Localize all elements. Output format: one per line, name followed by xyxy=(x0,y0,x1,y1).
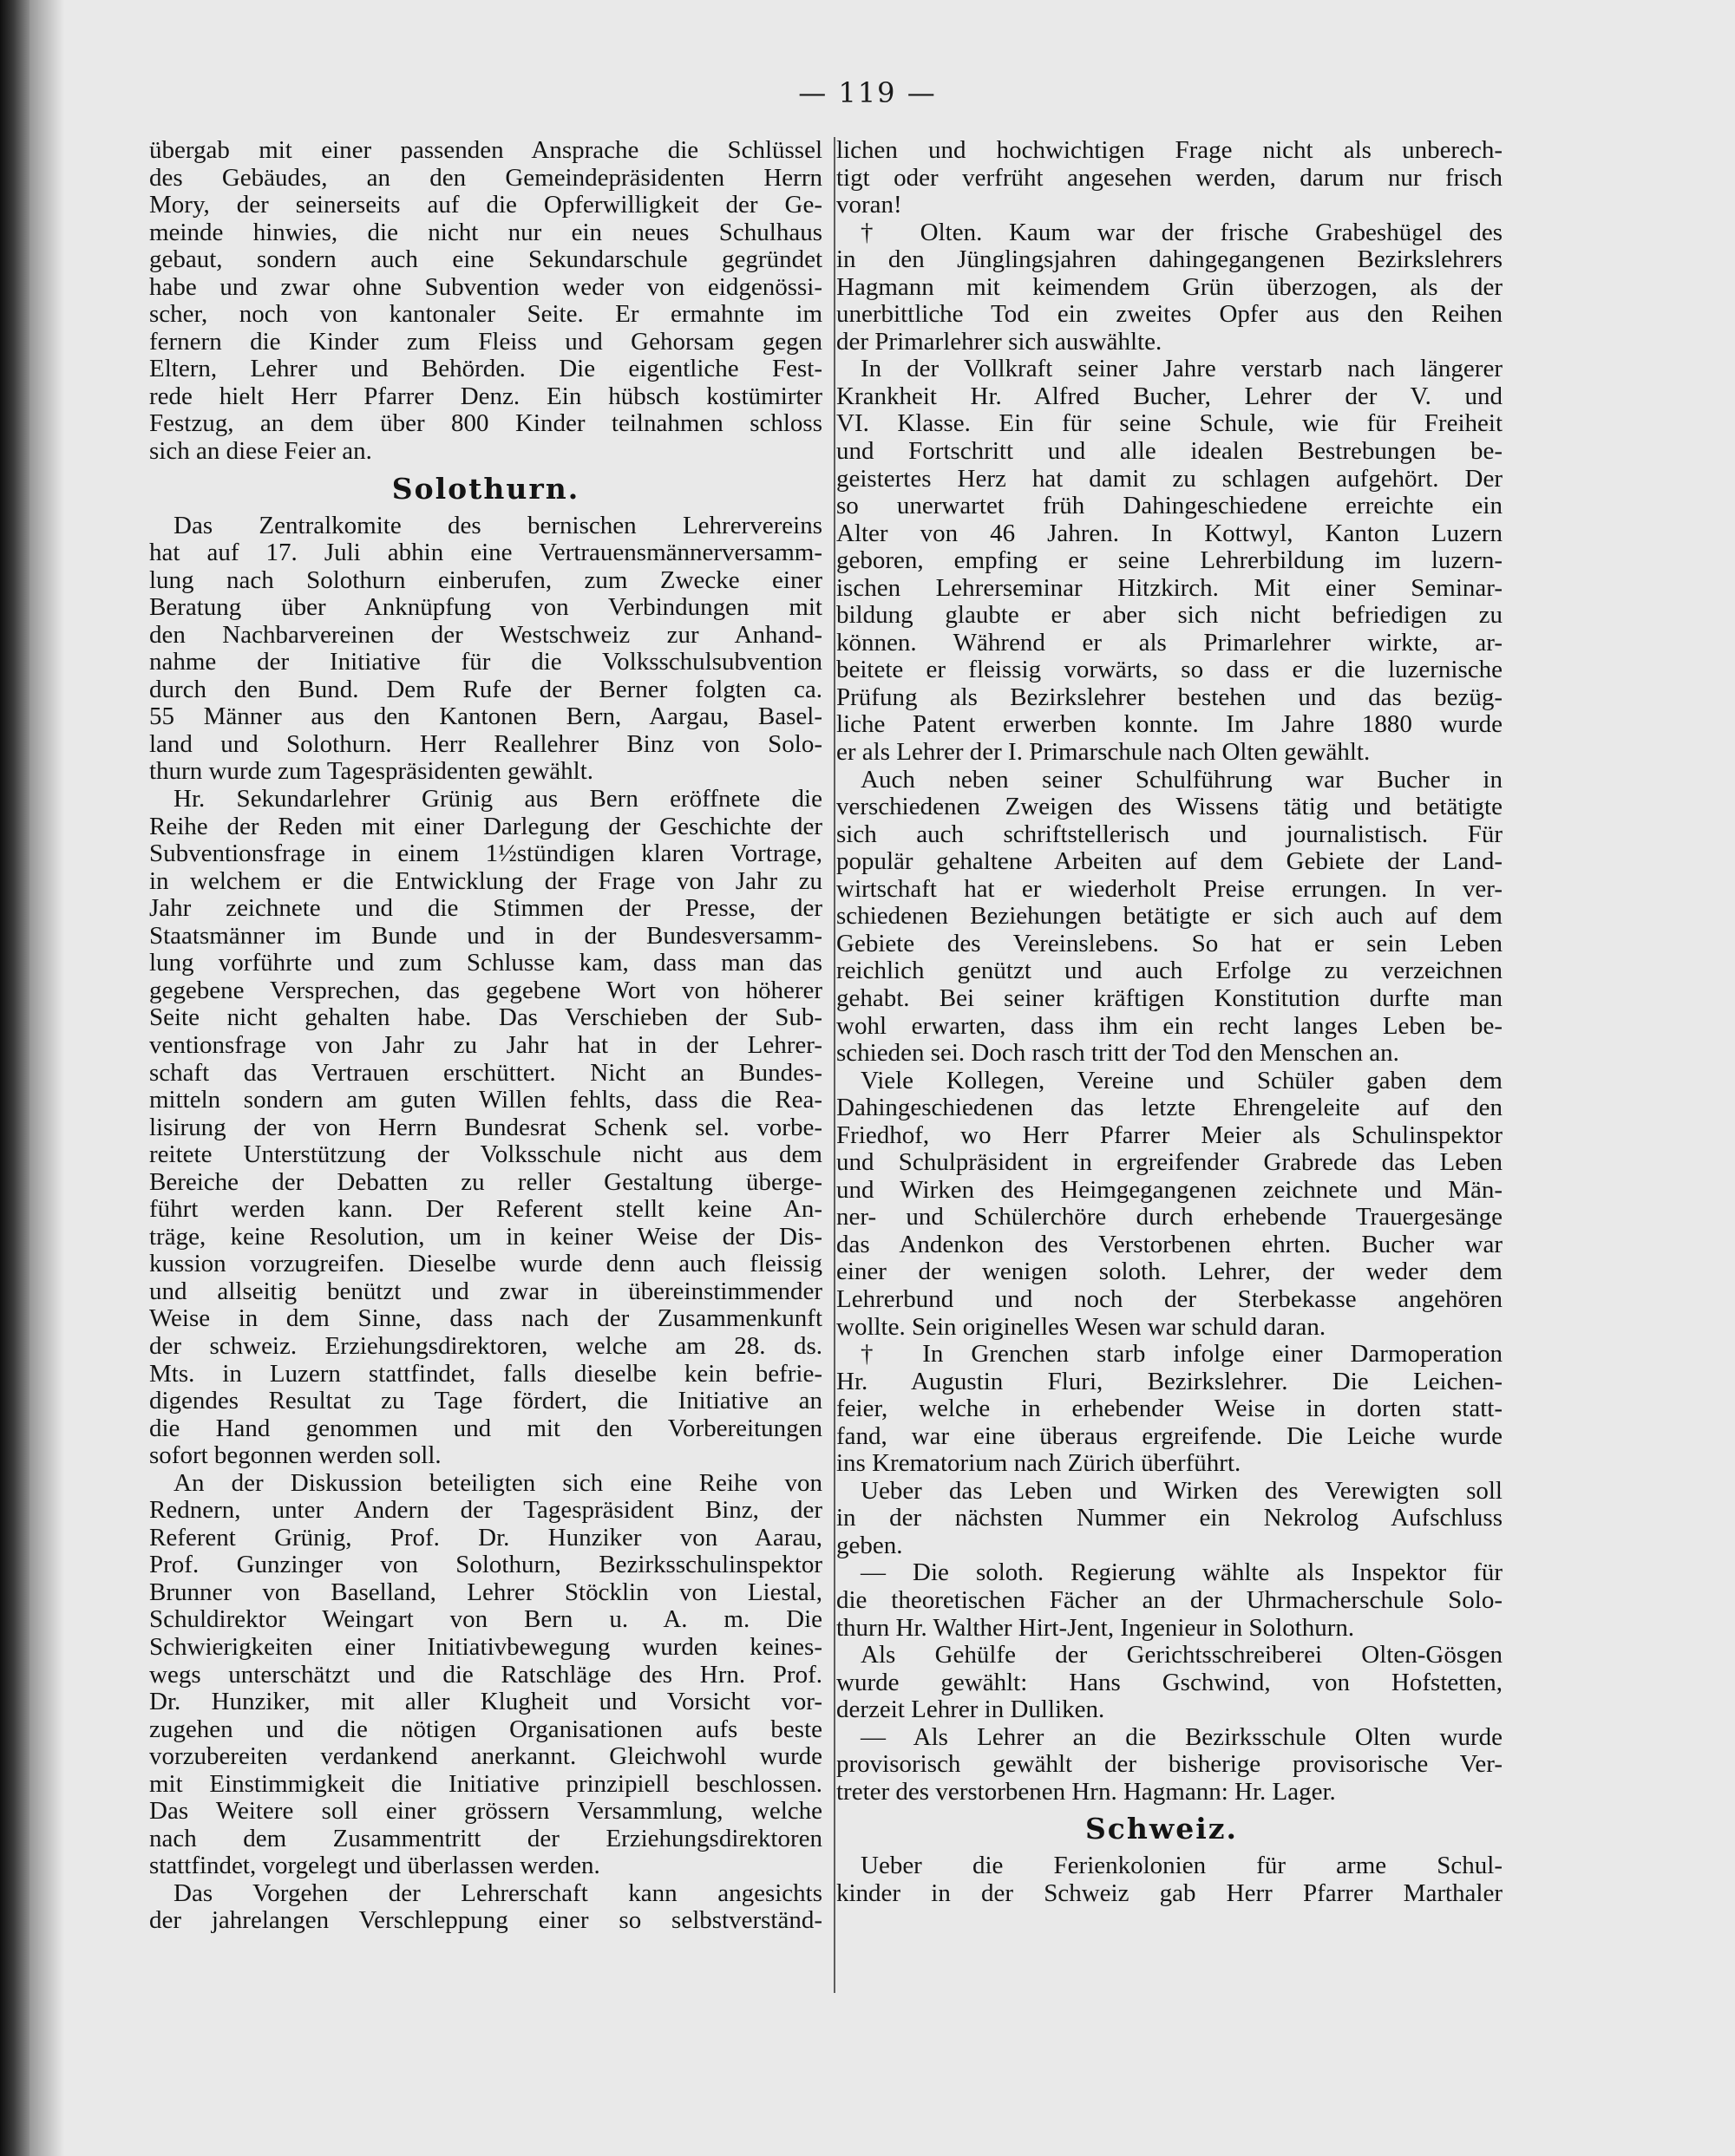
text-line: provisorisch gewählt der bisherige provisorische Ver- xyxy=(836,1750,1503,1779)
right-text-column xyxy=(821,137,1503,1907)
text-line: feier, welche in erhebender Weise in dorten statt- xyxy=(836,1395,1503,1423)
text-line: digendes Resultat zu Tage fördert, die Initiative an xyxy=(149,1387,822,1415)
text-line: der Primarlehrer sich auswählte. xyxy=(836,327,1162,356)
text-line: Als Gehülfe der Gerichtsschreiberei Olten-Gösgen xyxy=(861,1641,1503,1669)
text-line: gehabt. Bei seiner kräftigen Konstitution durfte man xyxy=(836,983,1503,1012)
text-line: Auch neben seiner Schulführung war Bucher in xyxy=(861,765,1503,794)
text-line: thurn Hr. Walther Hirt-Jent, Ingenieur in Solothurn. xyxy=(836,1613,1355,1642)
text-line: träge, keine Resolution, um in keiner Weise der Dis- xyxy=(149,1222,822,1251)
text-line: wohl erwarten, dass ihm ein recht langes Leben be- xyxy=(836,1011,1503,1040)
text-line: den Nachbarvereinen der Westschweiz zur Anhand- xyxy=(149,620,822,649)
text-line: sich auch schriftstellerisch und journalistisch. Für xyxy=(836,820,1503,848)
page-number: — 119 — xyxy=(798,76,937,109)
text-line: geben. xyxy=(836,1531,903,1559)
text-line: habe und zwar ohne Subvention weder von eidgenössi- xyxy=(149,272,822,301)
text-line: reichlich genützt und auch Erfolge zu verzeichnen xyxy=(836,957,1503,985)
text-line: Lehrerbund und noch der Sterbekasse angehören xyxy=(836,1284,1503,1313)
text-line: reitete Unterstützung der Volksschule nicht aus dem xyxy=(149,1140,822,1169)
text-line: verschiedenen Zweigen des Wissens tätig und betätigte xyxy=(836,793,1503,821)
text-line: vorzubereiten verdankend anerkannt. Gleichwohl wurde xyxy=(149,1742,822,1771)
text-line: übergab mit einer passenden Ansprache die Schlüssel xyxy=(149,136,822,164)
text-line: in welchem er die Entwicklung der Frage von Jahr zu xyxy=(149,866,822,895)
text-line: Das Zentralkomite des bernischen Lehrervereins xyxy=(174,511,822,539)
text-line: Seite nicht gehalten habe. Das Verschieben der Sub- xyxy=(149,1003,822,1032)
text-line: in den Jünglingsjahren dahingegangenen Bezirkslehrers xyxy=(836,245,1503,274)
text-line: derzeit Lehrer in Dulliken. xyxy=(836,1695,1105,1724)
text-line: gegebene Versprechen, das gegebene Wort von höherer xyxy=(149,976,822,1004)
text-line: und Fortschritt und alle idealen Bestrebungen be- xyxy=(836,437,1503,466)
text-line: Eltern, Lehrer und Behörden. Die eigentliche Fest- xyxy=(149,355,822,383)
text-line: nahme der Initiative für die Volksschulsubvention xyxy=(149,648,822,676)
text-line: in der nächsten Nummer ein Nekrolog Aufschluss xyxy=(836,1504,1503,1532)
book-binding-edge xyxy=(0,0,29,2156)
text-line: Friedhof, wo Herr Pfarrer Meier als Schulinspektor xyxy=(836,1120,1503,1149)
text-line: hat auf 17. Juli abhin eine Vertrauensmännerversamm- xyxy=(149,539,822,567)
text-line: des Gebäudes, an den Gemeindepräsidenten Herrn xyxy=(149,163,822,192)
text-line: † Olten. Kaum war der frische Grabeshügel des xyxy=(861,218,1503,246)
text-line: und Schulpräsident in ergreifender Grabrede das Leben xyxy=(836,1148,1503,1177)
text-line: so unerwartet früh Dahingeschiedene erreichte ein xyxy=(836,492,1503,520)
text-line: schieden sei. Doch rasch tritt der Tod den Menschen an. xyxy=(836,1039,1399,1068)
section-heading: Schweiz. xyxy=(1084,1812,1239,1846)
text-line: und allseitig benützt und zwar in übereinstimmender xyxy=(149,1277,822,1305)
text-line: mit Einstimmigkeit die Initiative prinzipiell beschlossen. xyxy=(149,1769,822,1798)
text-line: und Wirken des Heimgegangenen zeichnete und Män- xyxy=(836,1175,1503,1204)
text-line: lichen und hochwichtigen Frage nicht als unberech- xyxy=(836,136,1503,164)
text-line: die Hand genommen und mit den Vorbereitungen xyxy=(149,1414,822,1442)
text-line: fand, war eine überaus ergreifende. Die Leiche wurde xyxy=(836,1421,1503,1450)
text-line: — Als Lehrer an die Bezirksschule Olten wurde xyxy=(861,1722,1503,1751)
text-line: wirtschaft hat er wiederholt Preise errungen. In ver- xyxy=(836,874,1503,903)
text-line: wollte. Sein originelles Wesen war schuld daran. xyxy=(836,1312,1326,1341)
text-line: geboren, empfing er seine Lehrerbildung im luzern- xyxy=(836,546,1503,575)
text-line: Das Weitere soll einer grössern Versammlung, welche xyxy=(149,1797,822,1826)
text-line: lisirung der von Herrn Bundesrat Schenk sel. vorbe- xyxy=(149,1113,822,1141)
text-line: ner- und Schülerchöre durch erhebende Trauergesänge xyxy=(836,1203,1503,1232)
text-line: schaft das Vertrauen erschüttert. Nicht an Bundes- xyxy=(149,1058,822,1087)
text-line: Referent Grünig, Prof. Dr. Hunziker von Aarau, xyxy=(149,1523,822,1552)
text-line: Subventionsfrage in einem 1½stündigen klaren Vortrage, xyxy=(149,840,822,868)
text-line: einer der wenigen soloth. Lehrer, der weder dem xyxy=(836,1258,1503,1286)
text-line: lung nach Solothurn einberufen, zum Zwecke einer xyxy=(149,565,822,594)
text-line: nach dem Zusammentritt der Erziehungsdirektoren xyxy=(149,1824,822,1852)
text-line: liche Patent erwerben konnte. Im Jahre 1880 wurde xyxy=(836,710,1503,739)
text-line: der jahrelangen Verschleppung einer so selbstverständ- xyxy=(149,1906,822,1935)
text-line: thurn wurde zum Tagespräsidenten gewählt. xyxy=(149,757,594,786)
text-line: Weise in dem Sinne, dass nach der Zusammenkunft xyxy=(149,1304,822,1333)
section-heading: Solothurn. xyxy=(391,471,580,506)
text-line: treter des verstorbenen Hrn. Hagmann: Hr. Lager. xyxy=(836,1777,1336,1806)
text-line: Mts. in Luzern stattfindet, falls dieselbe kein befrie- xyxy=(149,1359,822,1388)
text-line: sich an diese Feier an. xyxy=(149,437,372,466)
page-gutter-shadow xyxy=(29,0,64,2156)
left-text-column xyxy=(149,137,822,1935)
text-line: — Die soloth. Regierung wählte als Inspektor für xyxy=(861,1558,1503,1587)
text-line: rede hielt Herr Pfarrer Denz. Ein hübsch kostümirter xyxy=(149,382,822,410)
text-line: Hr. Augustin Fluri, Bezirkslehrer. Die Leichen- xyxy=(836,1367,1503,1395)
text-line: der schweiz. Erziehungsdirektoren, welche am 28. ds. xyxy=(149,1331,822,1360)
text-line: kussion vorzugreifen. Dieselbe wurde denn auch fleissig xyxy=(149,1250,822,1278)
text-line: Schwierigkeiten einer Initiativbewegung wurden keines- xyxy=(149,1632,822,1661)
text-line: Ueber das Leben und Wirken des Verewigten soll xyxy=(861,1476,1503,1505)
text-line: fernern die Kinder zum Fleiss und Gehorsam gegen xyxy=(149,327,822,356)
text-line: Prof. Gunzinger von Solothurn, Bezirksschulinspektor xyxy=(149,1551,822,1579)
text-line: lung vorführte und zum Schlusse kam, dass man das xyxy=(149,949,822,977)
text-line: ventionsfrage von Jahr zu Jahr hat in der Lehrer- xyxy=(149,1030,822,1059)
text-line: wegs unterschätzt und die Ratschläge des Hrn. Prof. xyxy=(149,1660,822,1689)
text-line: Alter von 46 Jahren. In Kottwyl, Kanton Luzern xyxy=(836,519,1503,547)
text-line: Viele Kollegen, Vereine und Schüler gaben dem xyxy=(861,1066,1503,1094)
text-line: Krankheit Hr. Alfred Bucher, Lehrer der V. und xyxy=(836,382,1503,410)
text-line: kinder in der Schweiz gab Herr Pfarrer Marthaler xyxy=(836,1878,1503,1907)
text-line: VI. Klasse. Ein für seine Schule, wie für Freiheit xyxy=(836,409,1503,438)
text-line: gebaut, sondern auch eine Sekundarschule gegründet xyxy=(149,245,822,274)
text-line: populär gehaltene Arbeiten auf dem Gebiete der Land- xyxy=(836,847,1503,876)
text-line: Prüfung als Bezirkslehrer bestehen und das bezüg- xyxy=(836,683,1503,711)
text-line: beitete er fleissig vorwärts, so dass er die luzernische xyxy=(836,656,1503,684)
text-line: Brunner von Baselland, Lehrer Stöcklin von Liestal, xyxy=(149,1578,822,1606)
text-line: Jahr zeichnete und die Stimmen der Presse, der xyxy=(149,894,822,923)
text-line: voran! xyxy=(836,191,902,219)
text-line: Dahingeschiedenen das letzte Ehrengeleite auf den xyxy=(836,1094,1503,1122)
text-line: führt werden kann. Der Referent stellt keine An- xyxy=(149,1195,822,1224)
text-line: Hr. Sekundarlehrer Grünig aus Bern eröffnete die xyxy=(174,785,822,813)
text-line: scher, noch von kantonaler Seite. Er ermahnte im xyxy=(149,300,822,329)
text-line: die theoretischen Fächer an der Uhrmacherschule Solo- xyxy=(836,1585,1503,1614)
text-line: Festzug, an dem über 800 Kinder teilnahmen schloss xyxy=(149,409,822,438)
text-line: Rednern, unter Andern der Tagespräsident Binz, der xyxy=(149,1496,822,1525)
text-line: Gebiete des Vereinslebens. So hat er sein Leben xyxy=(836,929,1503,957)
text-line: zugehen und die nötigen Organisationen aufs beste xyxy=(149,1715,822,1743)
text-line: können. Während er als Primarlehrer wirkte, ar- xyxy=(836,628,1503,657)
text-line: Dr. Hunziker, mit aller Klugheit und Vorsicht vor- xyxy=(149,1688,822,1716)
text-line: Schuldirektor Weingart von Bern u. A. m. Die xyxy=(149,1605,822,1634)
text-line: ischen Lehrerseminar Hitzkirch. Mit einer Seminar- xyxy=(836,573,1503,602)
text-line: Bereiche der Debatten zu reller Gestaltung überge- xyxy=(149,1167,822,1196)
text-line: wurde gewählt: Hans Gschwind, von Hofstetten, xyxy=(836,1668,1503,1696)
text-line: Reihe der Reden mit einer Darlegung der Geschichte der xyxy=(149,812,822,840)
text-line: An der Diskussion beteiligten sich eine Reihe von xyxy=(174,1468,822,1497)
text-line: schiedenen Beziehungen betätigte er sich auch auf dem xyxy=(836,902,1503,931)
text-line: er als Lehrer der I. Primarschule nach Olten gewählt. xyxy=(836,738,1371,767)
text-line: meinde hinwies, die nicht nur ein neues Schulhaus xyxy=(149,218,822,246)
text-line: Mory, der seinerseits auf die Opferwilligkeit der Ge- xyxy=(149,191,822,219)
text-line: land und Solothurn. Herr Reallehrer Binz von Solo- xyxy=(149,729,822,758)
text-line: stattfindet, vorgelegt und überlassen werden. xyxy=(149,1852,600,1880)
text-line: ins Krematorium nach Zürich überführt. xyxy=(836,1449,1241,1478)
text-line: das Andenkon des Verstorbenen ehrten. Bucher war xyxy=(836,1230,1503,1258)
text-line: 55 Männer aus den Kantonen Bern, Aargau, Basel- xyxy=(149,702,822,731)
text-line: In der Vollkraft seiner Jahre verstarb nach längerer xyxy=(861,355,1503,383)
text-line: Staatsmänner im Bunde und in der Bundesversamm- xyxy=(149,921,822,950)
text-line: bildung glaubte er aber sich nicht befriedigen zu xyxy=(836,601,1503,630)
text-line: geistertes Herz hat damit zu schlagen aufgehört. Der xyxy=(836,464,1503,493)
text-line: mitteln sondern am guten Willen fehlts, dass die Rea- xyxy=(149,1086,822,1114)
text-line: tigt oder verfrüht angesehen werden, darum nur frisch xyxy=(836,163,1503,192)
text-line: Ueber die Ferienkolonien für arme Schul- xyxy=(861,1852,1503,1880)
text-line: Beratung über Anknüpfung von Verbindungen mit xyxy=(149,593,822,622)
text-line: † In Grenchen starb infolge einer Darmoperation xyxy=(861,1340,1503,1369)
text-line: sofort begonnen werden soll. xyxy=(149,1441,442,1470)
text-line: unerbittliche Tod ein zweites Opfer aus den Reihen xyxy=(836,300,1503,329)
text-line: Hagmann mit keimendem Grün überzogen, als der xyxy=(836,272,1503,301)
text-line: durch den Bund. Dem Rufe der Berner folgten ca. xyxy=(149,675,822,703)
text-line: Das Vorgehen der Lehrerschaft kann angesichts xyxy=(174,1878,822,1907)
